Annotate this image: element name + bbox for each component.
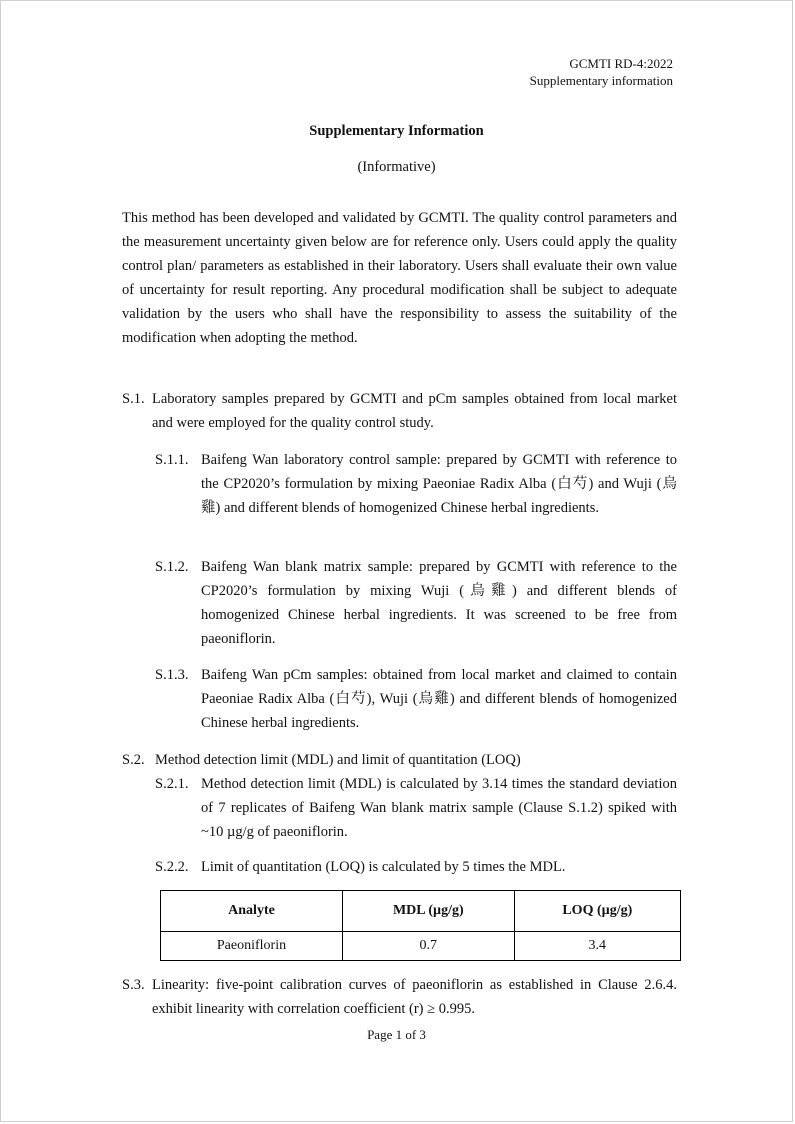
clause-text: Baifeng Wan laboratory control sample: prepared by GCMTI with reference to the CP2020’s formulation by mixing Paeoniae Radix Alba (白芍) and Wuji (烏雞) and different blends of homogenized Chinese herbal ingredients.: [201, 452, 677, 516]
column-header: MDL (µg/g): [343, 891, 515, 932]
clause-number: S.1.3.: [155, 667, 189, 683]
document-code: GCMTI RD-4:2022: [569, 56, 673, 71]
clause-s1-3: [155, 663, 677, 735]
clause-text: Baifeng Wan pCm samples: obtained from local market and claimed to contain Paeoniae Radix Alba (白芍), Wuji (烏雞) and different blends of homogenized Chinese herbal ingredients.: [201, 667, 677, 731]
document-subtitle: (Informative): [357, 159, 436, 175]
section-s3: [122, 973, 677, 1021]
clause-text: Method detection limit (MDL) is calculated by 3.14 times the standard deviation of 7 replicates of Baifeng Wan blank matrix sample (Clause S.1.2) spiked with ~10 µg/g of paeoniflorin.: [201, 776, 677, 840]
clause-s1-1: [155, 448, 677, 520]
clause-text: Baifeng Wan blank matrix sample: prepared by GCMTI with reference to the CP2020’s formulation by mixing Wuji (烏雞) and different blends of homogenized Chinese herbal ingredients. It was screened to be free from paeoniflorin.: [201, 559, 677, 647]
table-header-row: [161, 891, 681, 932]
column-header: LOQ (µg/g): [514, 891, 680, 932]
mdl-loq-table: [160, 890, 681, 961]
clause-s2-2: [155, 855, 677, 879]
clause-s2-1: [155, 772, 677, 844]
section-number: S.2.: [122, 752, 145, 768]
section-s2: [122, 748, 677, 772]
clause-number: S.1.1.: [155, 452, 189, 468]
document-title: Supplementary Information: [309, 123, 484, 139]
table-row: [161, 932, 681, 961]
section-text: Linearity: five-point calibration curves of paeoniflorin as established in Clause 2.6.4. exhibit linearity with correlation coefficient (r) ≥ 0.995.: [152, 977, 677, 1017]
table-cell: 3.4: [514, 932, 680, 961]
section-text: Method detection limit (MDL) and limit of quantitation (LOQ): [155, 752, 521, 768]
section-number: S.1.: [122, 391, 145, 407]
document-section: Supplementary information: [529, 73, 673, 88]
clause-text: Limit of quantitation (LOQ) is calculated by 5 times the MDL.: [201, 859, 566, 875]
page-number: Page 1 of 3: [367, 1027, 426, 1042]
section-text: Laboratory samples prepared by GCMTI and pCm samples obtained from local market and were employed for the quality control study.: [152, 391, 677, 431]
page-header: [530, 55, 673, 89]
intro-paragraph: This method has been developed and validated by GCMTI. The quality control parameters and the measurement uncertainty given below are for reference only. Users could apply the quality control plan/ parameters as established in their laboratory. Users shall evaluate their own value of uncertainty for result reporting. Any procedural modification shall be subject to adequate validation by the users who shall have the responsibility to assess the suitability of the modification when adopting the method.: [122, 210, 677, 346]
column-header: Analyte: [161, 891, 343, 932]
section-number: S.3.: [122, 977, 145, 993]
table-cell: 0.7: [343, 932, 515, 961]
clause-s1-2: [155, 555, 677, 651]
clause-number: S.2.2.: [155, 859, 189, 875]
table-cell: Paeoniflorin: [161, 932, 343, 961]
clause-number: S.1.2.: [155, 559, 189, 575]
section-s1: [122, 387, 677, 435]
clause-number: S.2.1.: [155, 776, 189, 792]
